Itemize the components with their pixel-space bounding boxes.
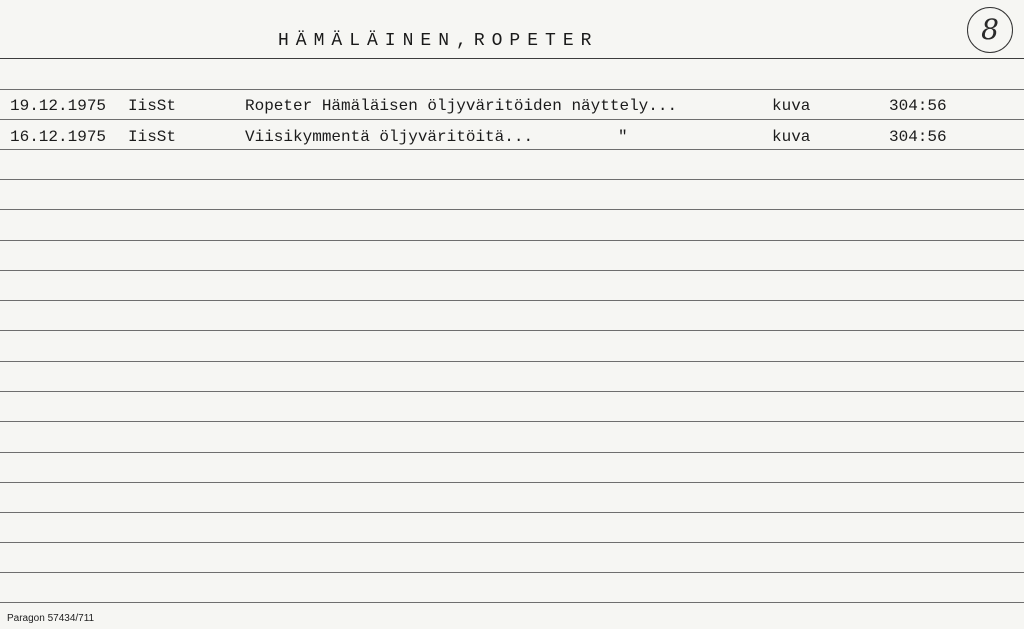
ruled-line xyxy=(0,179,1024,180)
entry-title: Ropeter Hämäläisen öljyväritöiden näyttely... xyxy=(245,97,678,115)
print-mark: Paragon 57434/711 xyxy=(7,613,95,624)
ruled-line xyxy=(0,391,1024,392)
ruled-line xyxy=(0,361,1024,362)
entry-date: 16.12.1975 xyxy=(10,128,107,146)
card-number-circle: 8 xyxy=(967,7,1013,53)
entry-source: IisSt xyxy=(128,97,177,115)
ruled-line xyxy=(0,572,1024,573)
ruled-line xyxy=(0,89,1024,90)
entry-ditto-mark: " xyxy=(618,128,628,146)
ruled-line xyxy=(0,482,1024,483)
entry-type: kuva xyxy=(772,128,811,146)
entry-reference: 304:56 xyxy=(889,97,947,115)
entry-date: 19.12.1975 xyxy=(10,97,107,115)
ruled-line xyxy=(0,330,1024,331)
ruled-line xyxy=(0,542,1024,543)
card-entry xyxy=(0,97,1024,121)
ruled-line xyxy=(0,452,1024,453)
card-heading: HÄMÄLÄINEN,ROPETER xyxy=(278,31,599,51)
entry-type: kuva xyxy=(772,97,811,115)
ruled-line xyxy=(0,209,1024,210)
ruled-line xyxy=(0,270,1024,271)
entry-source: IisSt xyxy=(128,128,177,146)
entry-reference: 304:56 xyxy=(889,128,947,146)
ruled-line xyxy=(0,512,1024,513)
ruled-line xyxy=(0,300,1024,301)
entry-title: Viisikymmentä öljyväritöitä... xyxy=(245,128,534,146)
heading-rule xyxy=(0,58,1024,59)
card-entry xyxy=(0,128,1024,152)
ruled-line xyxy=(0,602,1024,603)
ruled-line xyxy=(0,240,1024,241)
ruled-line xyxy=(0,421,1024,422)
